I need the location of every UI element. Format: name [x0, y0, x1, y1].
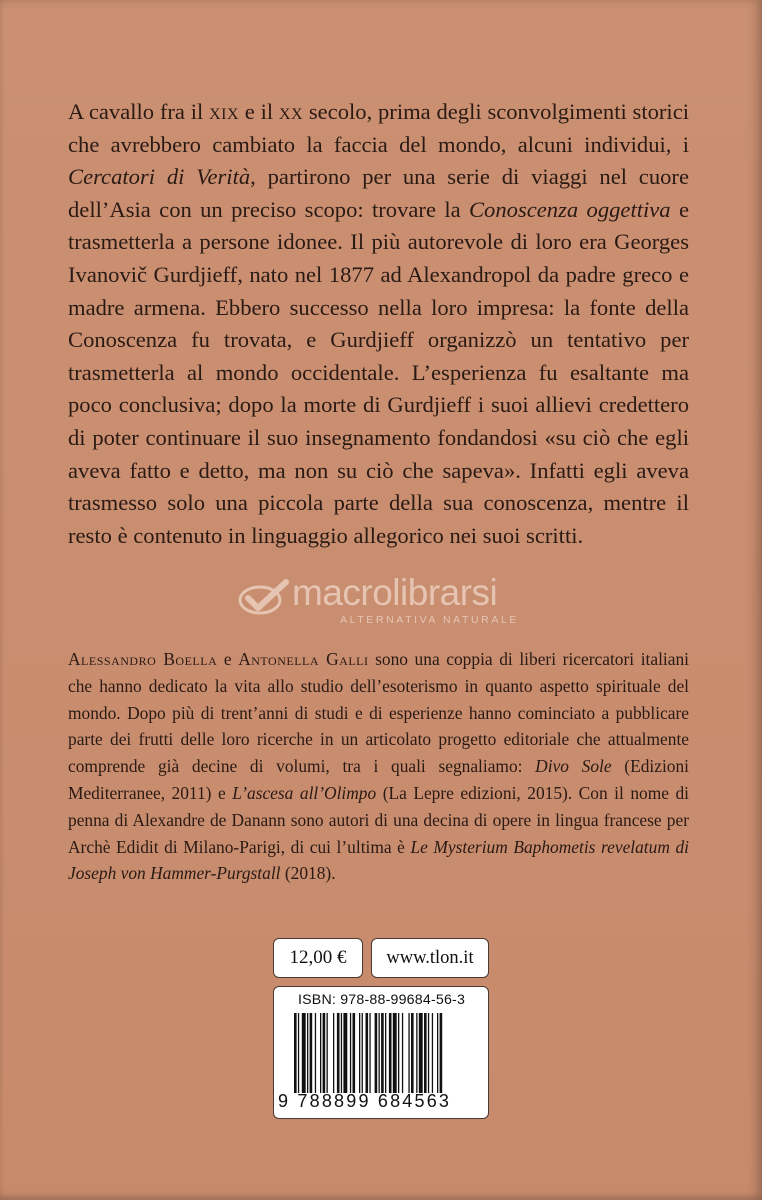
- barcode-bars: [294, 1013, 480, 1093]
- barcode-bar: [381, 1013, 384, 1093]
- author-bio: [68, 646, 689, 887]
- barcode-bar: [294, 1013, 297, 1093]
- barcode-bar: [408, 1013, 409, 1093]
- barcode-bar: [350, 1013, 351, 1093]
- barcode-bar: [343, 1013, 347, 1093]
- author-name-1: Alessandro Boella: [68, 649, 218, 669]
- book-title-divo-sole: Divo Sole: [535, 756, 612, 777]
- bio-run: e: [217, 649, 239, 669]
- barcode-bar: [369, 1013, 370, 1093]
- publisher-website: www.tlon.it: [371, 938, 489, 978]
- barcode-bar: [432, 1013, 433, 1093]
- author-name-2: Antonella Galli: [238, 649, 369, 669]
- checkmark-swoosh-icon: [236, 578, 292, 618]
- barcode-bar: [302, 1013, 306, 1093]
- barcode-bar: [424, 1013, 427, 1093]
- price-label: 12,00 €: [273, 938, 363, 978]
- book-title-mysterium: Le Mysterium Baphometis revelatum di Joseph von Hammer-Purgstall: [68, 836, 689, 884]
- isbn-number: ISBN: 978-88-99684-56-3: [298, 992, 466, 1008]
- barcode-bar: [366, 1013, 369, 1093]
- watermark-name: macrolibrarsi: [292, 572, 498, 613]
- barcode-bar: [419, 1013, 423, 1093]
- barcode-bar: [393, 1013, 397, 1093]
- barcode-bar: [375, 1013, 378, 1093]
- blurb-run: e il: [239, 99, 279, 124]
- book-title-ascesa: L’ascesa all’Olimpo: [232, 782, 377, 803]
- barcode-bar: [416, 1013, 417, 1093]
- barcode-bar: [359, 1013, 360, 1093]
- barcode-bar: [333, 1013, 334, 1093]
- bio-run: (La Lepre edizioni, 2015). Con il nome di penna di Alexandre de Danann sono autori di una decina di opere in lingua francese per Archè Edidit di Milano-Parigi, di cui l’ultima è: [68, 782, 689, 857]
- barcode-bar: [428, 1013, 429, 1093]
- blurb-italic-cercatori: Cercatori di Verità: [68, 164, 251, 190]
- barcode-bar: [402, 1013, 403, 1093]
- bio-run: (2018).: [280, 863, 336, 884]
- blurb-run: A cavallo fra il: [68, 99, 210, 124]
- bio-run: sono una coppia di liberi ricercatori italiani che hanno dedicato la vita allo studio dell’esoterismo in quanto aspetto spirituale del mondo. Dopo più di trent’anni di studi e di esperienze hanno cominciato a pubblicare parte dei frutti delle loro ricerche in un articolato progetto editoriale che attualmente comprende già decine di volumi, tra i quali segnaliamo:: [68, 649, 689, 777]
- barcode-bar: [411, 1013, 414, 1093]
- blurb-run: secolo, prima degli sconvolgimenti storici che avrebbero cambiato la faccia del mondo, alcuni individui, i: [68, 99, 690, 157]
- barcode-bar: [341, 1013, 342, 1093]
- barcode-bar: [379, 1013, 380, 1093]
- barcode-bar: [307, 1013, 308, 1093]
- watermark-tagline: ALTERNATIVA NATURALE: [340, 614, 519, 626]
- barcode-bar: [337, 1013, 340, 1093]
- barcode-bar: [398, 1013, 399, 1093]
- macrolibrarsi-watermark: [236, 572, 536, 632]
- blurb-italic-conoscenza: Conoscenza oggettiva: [468, 196, 671, 222]
- blurb-paragraph: [68, 96, 689, 552]
- barcode-bar: [437, 1013, 438, 1093]
- barcode-bar: [323, 1013, 326, 1093]
- century-xx: xx: [278, 99, 304, 124]
- barcode-digits: 9 788899 684563: [278, 1091, 452, 1111]
- barcode-bar: [315, 1013, 316, 1093]
- blurb-run: , partirono per una serie di viaggi nel cuore dell’Asia con un preciso scopo: trovare la: [68, 164, 689, 222]
- barcode-bar: [298, 1013, 299, 1093]
- blurb-text: [68, 96, 689, 552]
- blurb-run: e trasmetterla a persone idonee. Il più autorevole di loro era Georges Ivanovič Gurdjieff, nato nel 1877 ad Alexandropol da padre greco e madre armena. Ebbero successo nella loro impresa: la fonte della Conoscenza fu trovata, e Gurdjieff organizzò un tentativo per trasmetterla al mondo occidentale. L’esperienza fu esaltante ma poco conclusiva; dopo la morte di Gurdjieff i suoi allievi credettero di poter continuare il suo insegnamento fondandosi «su ciò che egli aveva fatto e detto, ma non su ciò che sapeva». Infatti egli aveva trasmesso solo una piccola parte della sua conoscenza, mentre il resto è contenuto in linguaggio allegorico nei suoi scritti.: [68, 196, 689, 548]
- barcode-bar: [385, 1013, 386, 1093]
- barcode-bar: [310, 1013, 313, 1093]
- bio-run: (Edizioni Mediterranee, 2011) e: [68, 756, 690, 803]
- barcode-bar: [440, 1013, 443, 1093]
- barcode-bar: [389, 1013, 392, 1093]
- barcode-bar: [320, 1013, 321, 1093]
- barcode-bar: [327, 1013, 328, 1093]
- century-xix: xix: [209, 99, 240, 124]
- isbn-barcode: [273, 986, 489, 1119]
- bio-paragraph: [68, 646, 689, 887]
- barcode-bar: [353, 1013, 356, 1093]
- barcode-bar: [362, 1013, 363, 1093]
